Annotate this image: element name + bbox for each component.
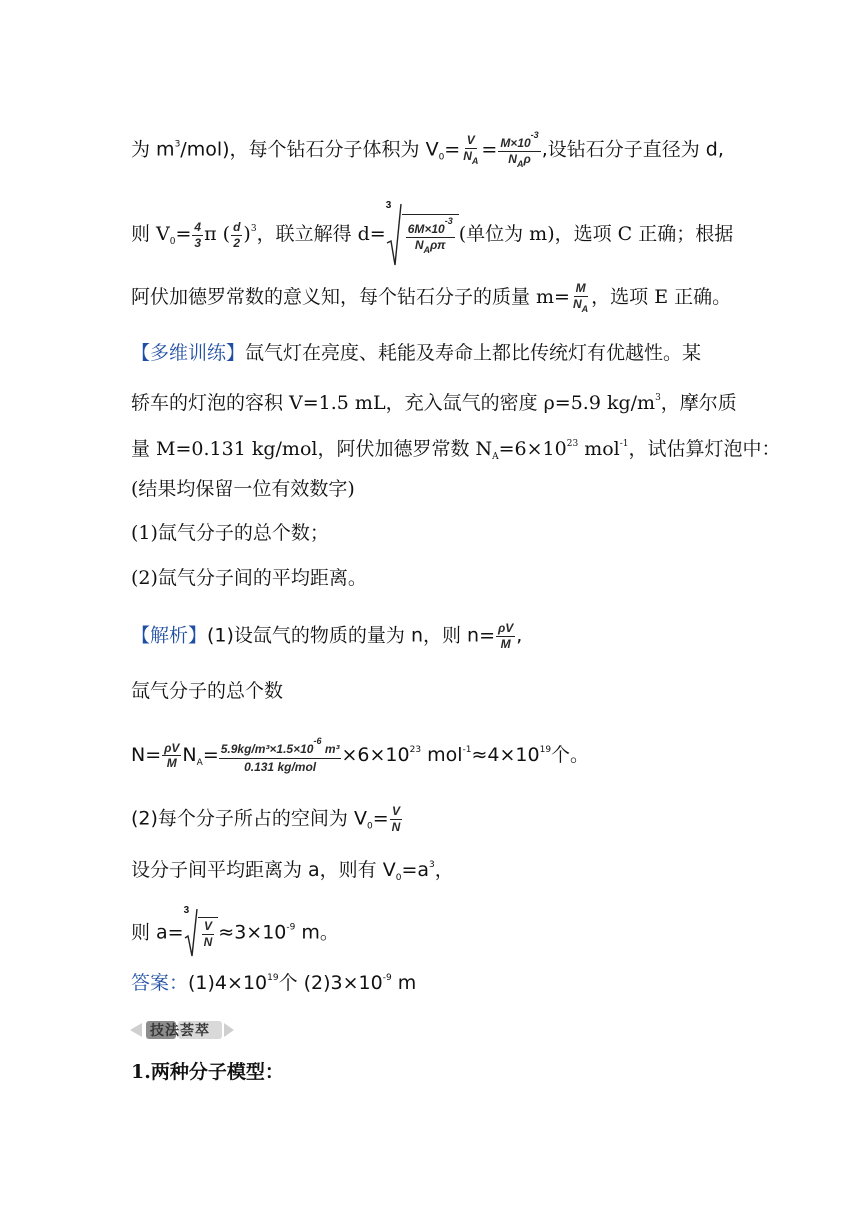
text-line: 则 $V_0=$ $\frac{4}{3}$ π ( $\frac{d}{2}$ )$^3$，联立解得 d= 3 $6M\times 10^{-3}$ $N_A\rho\pi$ (单位为 m)，选项 C 正确；根据: [131, 203, 733, 267]
fraction: $M\times 10^{-3}$ $N_A\rho$: [500, 130, 539, 169]
solution-tag: 【解析】: [131, 624, 208, 647]
text-line: 阿伏加德罗常数的意义知，每个钻石分子的质量 m= $\frac{M}{N_A}$ ，选项 E 正确。: [131, 281, 732, 314]
text-line: 为 $m^3/mol$)，每个钻石分子体积为 $V_0=$ $\frac{V}{N_A}$ = $M\times 10^{-3}$ $N_A\rho$ ,设钻石分子直径为 d,: [131, 130, 724, 169]
section-badge: 技法荟萃: [150, 1023, 210, 1039]
answer-line: 答案：$(1)4\times 10^{19}$个 $(2)3\times 10^{-9}$ m: [131, 972, 417, 994]
text-line: N= $\frac{\rho V}{M}$ $N_A=$ $5.9kg/m^3\times 1.5\times 10^{-6}$ m³ 0.131 kg/mol $\times 6\times 10^{23}$ $mol^{-1}\approx 4\times 10^{19}$个。: [131, 736, 590, 775]
text-line: 量 M=0.131 kg/mol，阿伏加德罗常数 $N_A=6\times 10^{23}$ mol$^{-1}$，试估算灯泡中：: [131, 438, 781, 462]
text-line: 则 a= 3 $\frac{V}{N}$ $\approx 3\times 10^{-9}$ m。: [131, 908, 339, 958]
fraction: $\frac{\rho V}{M}$: [498, 621, 514, 651]
fraction: $\frac{d}{2}$: [233, 219, 241, 250]
fraction: $\frac{V}{N}$: [391, 804, 401, 834]
text-line: (2)氙气分子间的平均距离。: [131, 567, 367, 589]
text-line: 氙气分子的总个数: [131, 680, 284, 702]
text-line: 【解析】(1)设氙气的物质的量为 n，则 n= $\frac{\rho V}{M}$ ,: [131, 621, 523, 651]
fraction: $\frac{V}{N_A}$: [463, 133, 479, 166]
cube-root: 3 $\frac{V}{N}$: [184, 908, 219, 958]
fraction: $6M\times 10^{-3}$ $N_A\rho\pi$: [407, 216, 453, 256]
fraction: $\frac{M}{N_A}$: [572, 281, 589, 314]
text-line: 轿车的灯泡的容积 V=1.5 mL，充入氙气的密度 ρ=5.9 $kg/m^3$，摩尔质: [131, 392, 737, 414]
fraction: $\frac{4}{3}$: [194, 219, 202, 250]
text-line: 设分子间平均距离为 a，则有 $V_0=a^3$，: [131, 859, 454, 883]
text-line: (2)每个分子所占的空间为 $V_0=$ $\frac{V}{N}$: [131, 804, 401, 834]
answer-label: 答案：: [131, 972, 189, 994]
text-line: 【多维训练】氙气灯在亮度、耗能及寿命上都比传统灯有优越性。某: [131, 342, 702, 364]
text-line: (1)氙气分子的总个数；: [131, 522, 329, 544]
section-heading: 1.两种分子模型：: [131, 1061, 284, 1083]
fraction: $\frac{\rho V}{M}$: [164, 740, 180, 771]
practice-tag: 【多维训练】: [131, 342, 246, 364]
fraction: $\frac{V}{N}$: [203, 919, 213, 949]
text-line: (结果均保留一位有效数字): [131, 478, 355, 500]
cube-root: 3 $6M\times 10^{-3}$ $N_A\rho\pi$: [386, 203, 459, 267]
fraction: $5.9kg/m^3\times 1.5\times 10^{-6}$ m³ 0.131 kg/mol: [220, 736, 340, 775]
